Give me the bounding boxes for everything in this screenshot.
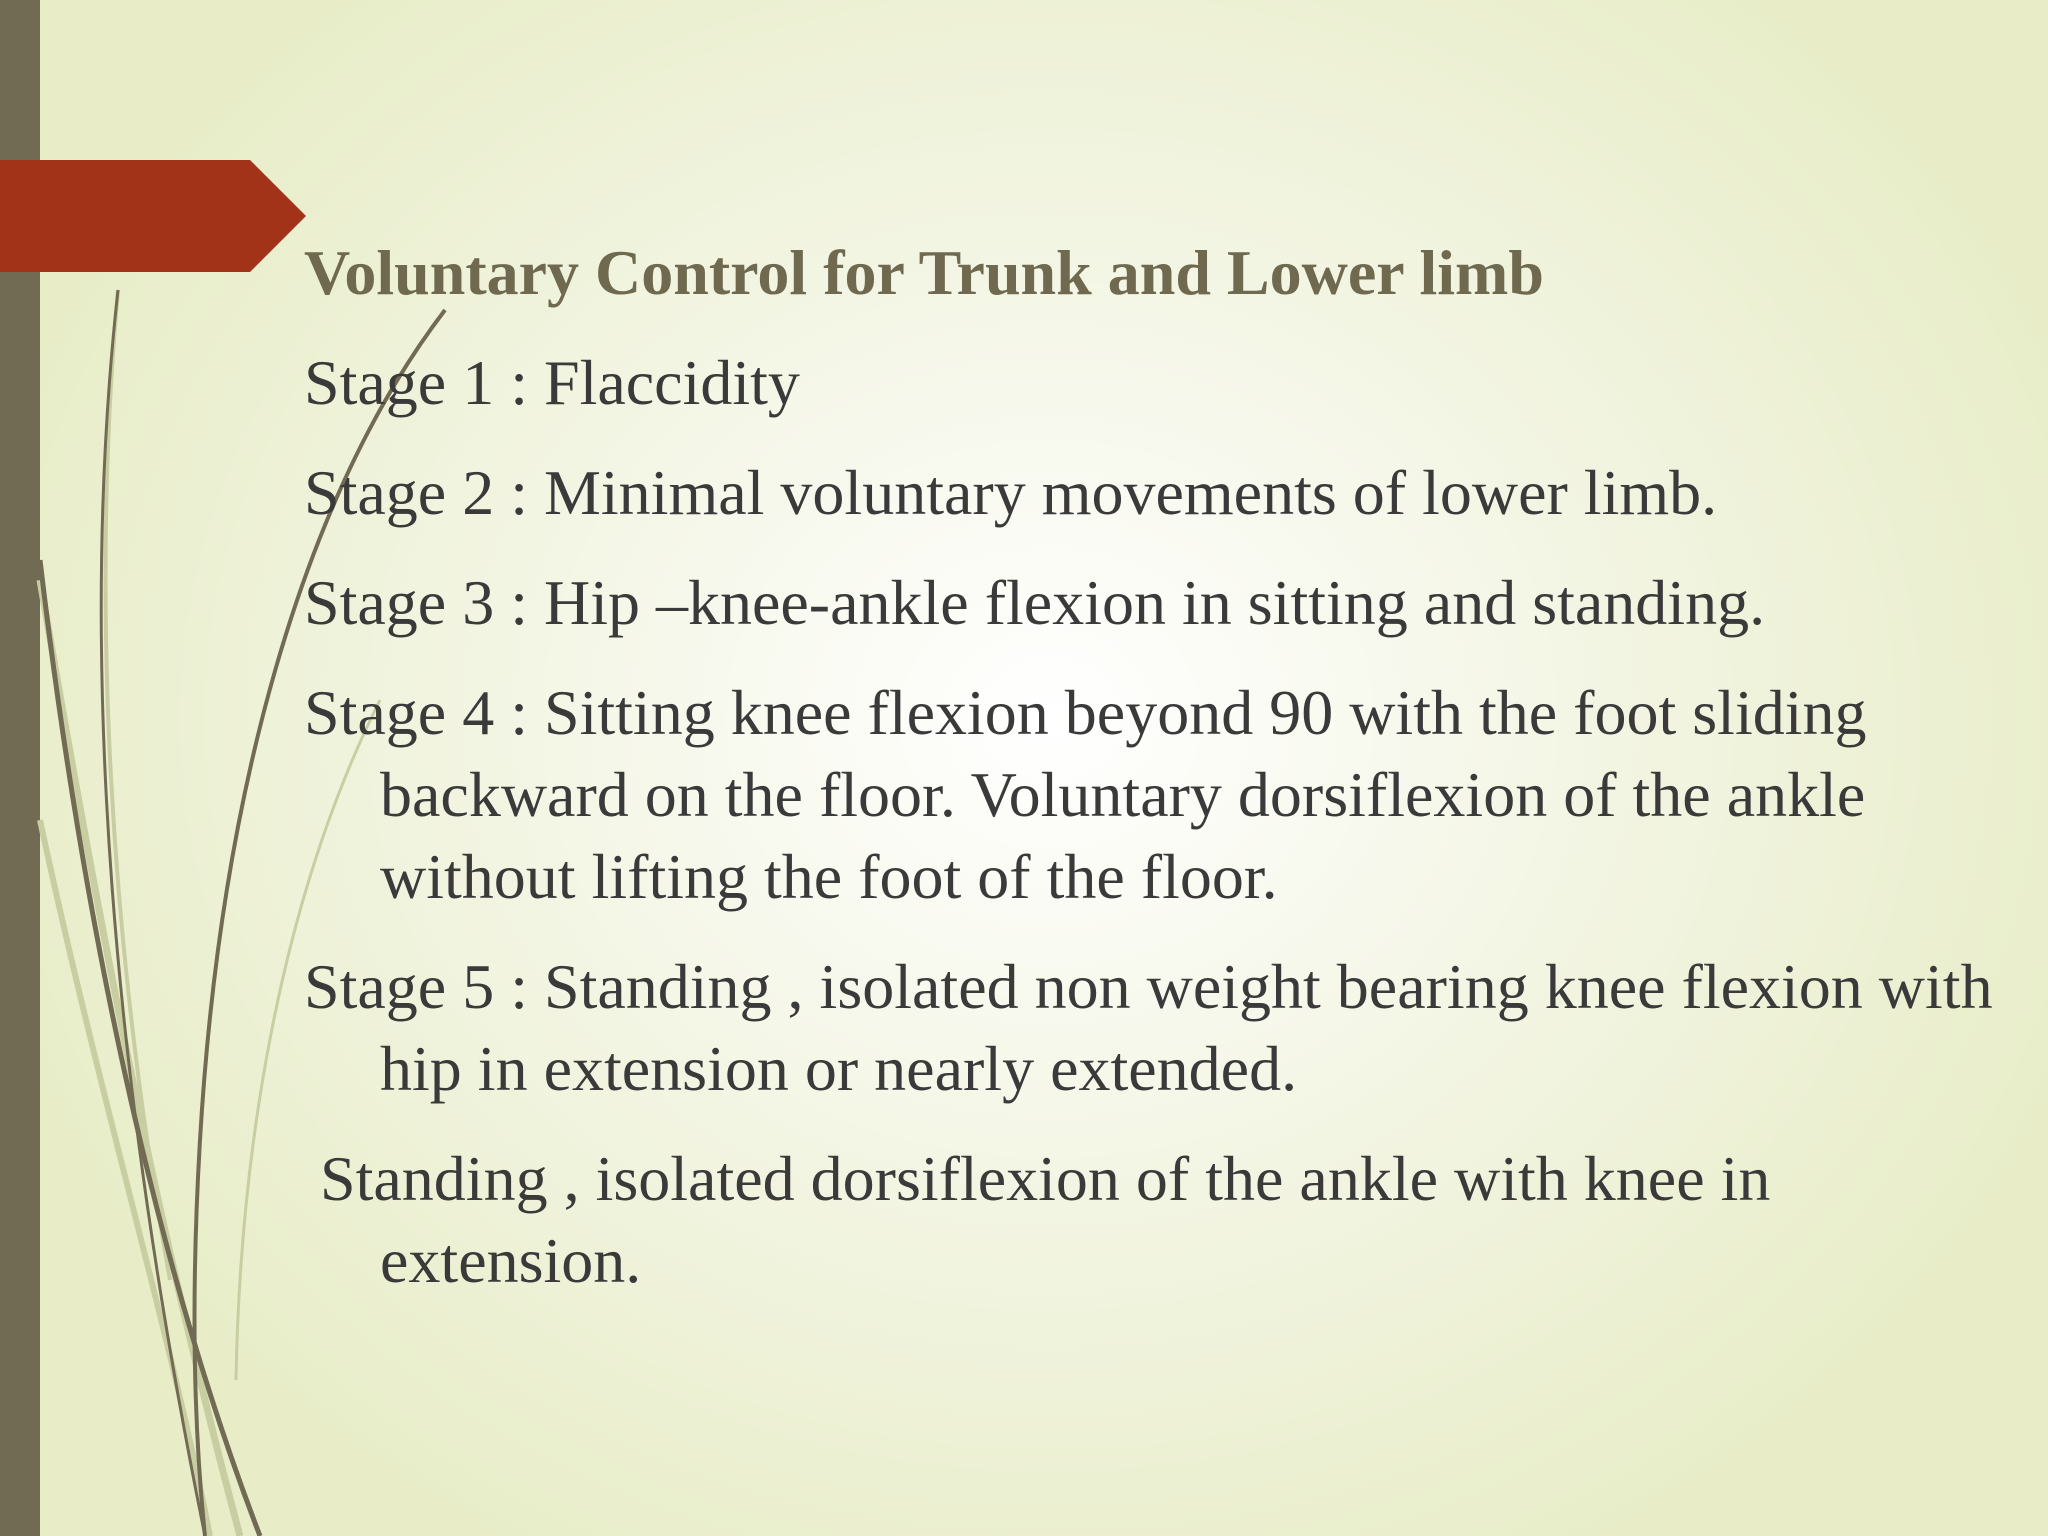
stage-3: Stage 3 : Hip –knee-ankle flexion in sitting and standing.	[304, 567, 1766, 638]
stage-2: Stage 2 : Minimal voluntary movements of lower limb.	[304, 457, 1718, 528]
stage-1: Stage 1 : Flaccidity	[304, 347, 800, 418]
red-arrow-tab	[0, 160, 308, 272]
stage-5-continuation: Standing , isolated dorsiflexion of the ankle with knee in extension.	[320, 1143, 1771, 1296]
slide-content	[304, 232, 2004, 1302]
slide-title: Voluntary Control for Trunk and Lower limb	[304, 237, 1544, 308]
stage-4: Stage 4 : Sitting knee flexion beyond 90 with the foot sliding backward on the floor. Voluntary dorsiflexion of the ankle without lifting the foot of the floor.	[304, 677, 1867, 912]
stage-5: Stage 5 : Standing , isolated non weight bearing knee flexion with hip in extension or nearly extended.	[304, 951, 1993, 1104]
